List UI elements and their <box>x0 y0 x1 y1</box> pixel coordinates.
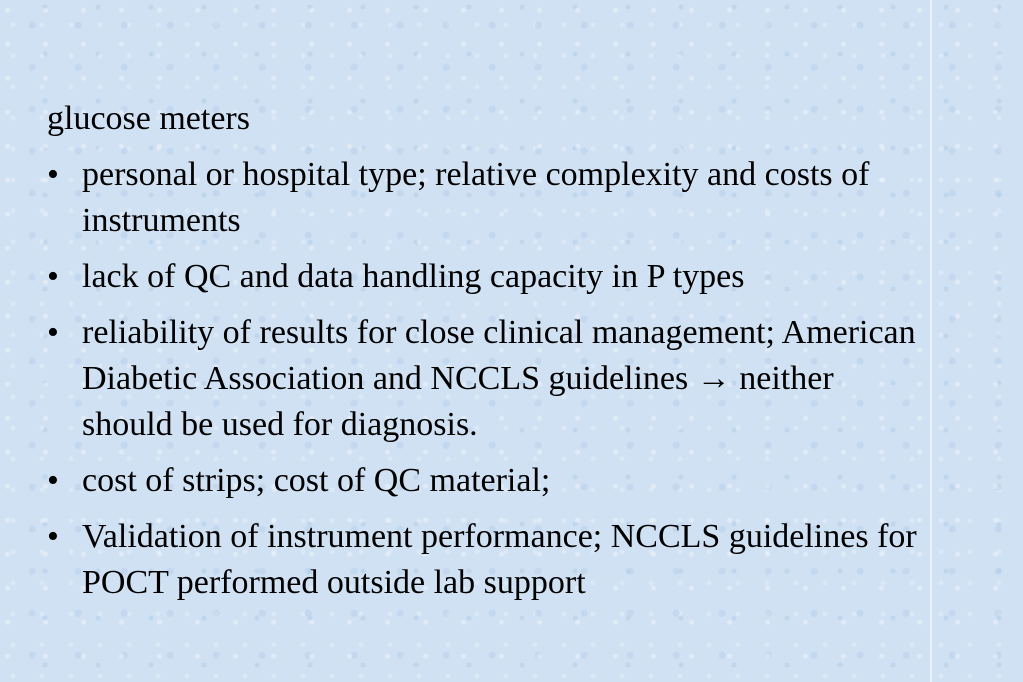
bullet-item <box>47 458 917 504</box>
slide-content <box>47 96 917 616</box>
bullet-text: lack of QC and data handling capacity in P types <box>82 258 745 295</box>
bullet-text: cost of strips; cost of QC material; <box>82 462 551 499</box>
bullet-item <box>47 514 917 606</box>
bullet-dot-icon: • <box>47 314 59 351</box>
background-edge-line <box>930 0 932 682</box>
bullet-text: reliability of results for close clinical management; American Diabetic Association and NCCLS guidelines → neither should be used for diagnosis. <box>82 314 916 443</box>
bullet-list <box>47 152 917 606</box>
bullet-dot-icon: • <box>47 156 59 193</box>
bullet-item <box>47 310 917 448</box>
bullet-item <box>47 254 917 300</box>
slide-heading: glucose meters <box>47 100 250 137</box>
bullet-dot-icon: • <box>47 462 59 499</box>
bullet-dot-icon: • <box>47 258 59 295</box>
bullet-item <box>47 152 917 244</box>
bullet-text: personal or hospital type; relative complexity and costs of instruments <box>82 156 870 239</box>
bullet-text: Validation of instrument performance; NCCLS guidelines for POCT performed outside lab support <box>82 518 917 601</box>
bullet-dot-icon: • <box>47 518 59 555</box>
